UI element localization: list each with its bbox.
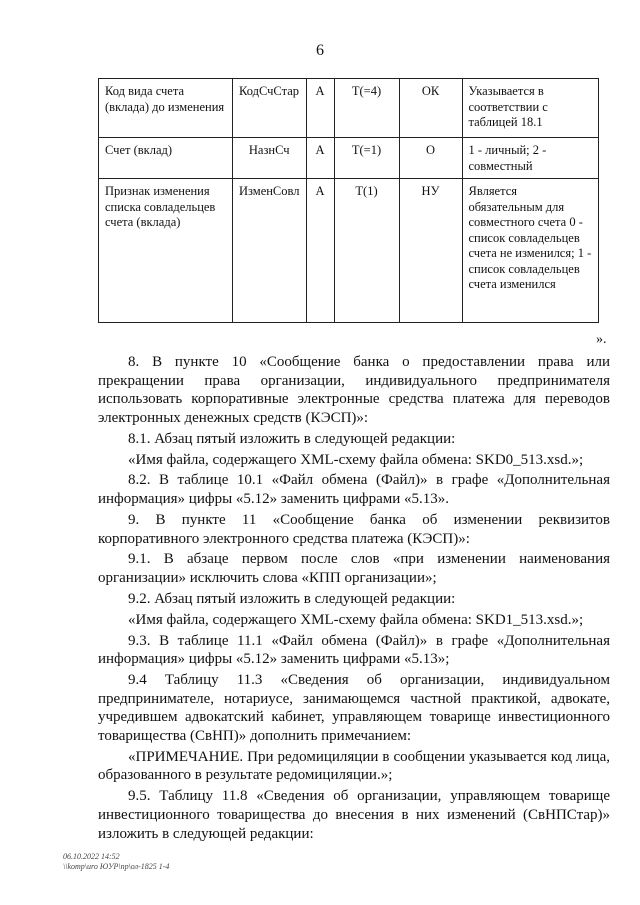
body-text — [98, 353, 610, 845]
paragraph: 9.1. В абзаце первом после слов «при изменении наименования организации» исключить слова «КПП организации»; — [98, 551, 610, 587]
paragraph: 9. В пункте 11 «Сообщение банка об изменении реквизитов корпоративного электронного средства платежа (КЭСП)»: — [98, 511, 610, 547]
table-cell: НазнСч — [233, 138, 307, 179]
closing-quote: ». — [596, 332, 607, 347]
table-cell: А — [306, 79, 334, 138]
footer-stamp — [63, 852, 169, 872]
table-cell: ОК — [399, 79, 462, 138]
paragraph: 9.5. Таблицу 11.8 «Сведения об организации, управляющем товарище инвестиционного товарищества до внесения в них изменений (СвНПСтар)» изложить в следующей редакции: — [98, 788, 610, 842]
table-cell: Т(=4) — [334, 79, 399, 138]
paragraph: 8. В пункте 10 «Сообщение банка о предоставлении права или прекращении права организации, индивидуального предпринимателя использовать корпоративные электронные средства платежа для переводов электронных денежных средств (КЭСП)»: — [98, 354, 610, 426]
page-number: 6 — [316, 42, 324, 59]
element-table — [98, 78, 599, 323]
paragraph: «Имя файла, содержащего XML-схему файла обмена: SKD0_513.xsd.»; — [128, 451, 584, 468]
table-cell: Т(=1) — [334, 138, 399, 179]
paragraph: 9.2. Абзац пятый изложить в следующей редакции: — [128, 590, 456, 607]
paragraph: «Имя файла, содержащего XML-схему файла обмена: SKD1_513.xsd.»; — [128, 611, 584, 628]
paragraph: 8.2. В таблице 10.1 «Файл обмена (Файл)» в графе «Дополнительная информация» цифры «5.12» заменить цифрами «5.13». — [98, 472, 610, 508]
paragraph: 8.1. Абзац пятый изложить в следующей редакции: — [128, 430, 456, 447]
footer-date: 06.10.2022 14:52 — [63, 852, 120, 861]
table-cell: А — [306, 138, 334, 179]
paragraph: 9.3. В таблице 11.1 «Файл обмена (Файл)» в графе «Дополнительная информация» цифры «5.12» заменить цифрами «5.13»; — [98, 632, 610, 668]
table-cell: О — [399, 138, 462, 179]
table-cell: Код вида счета (вклада) до изменения — [99, 79, 233, 138]
table-cell: А — [306, 179, 334, 323]
table-row — [99, 179, 599, 323]
paragraph: «ПРИМЕЧАНИЕ. При редомициляции в сообщении указывается код лица, образованного в результате редомициляции.»; — [98, 748, 610, 784]
table-cell: Т(1) — [334, 179, 399, 323]
table-row — [99, 138, 599, 179]
table-row — [99, 79, 599, 138]
table-cell: 1 - личный; 2 - совместный — [462, 138, 598, 179]
table-cell: КодСчСтар — [233, 79, 307, 138]
table-cell: Указывается в соответствии с таблицей 18.1 — [462, 79, 598, 138]
table-cell: Счет (вклад) — [99, 138, 233, 179]
footer-path: \\komp\uro ЮУР\пр\ол-1825 1-4 — [63, 862, 170, 871]
table-cell: Является обязательным для совместного счета 0 - список совладельцев счета не изменился; 1 - список совладельцев счета изменился — [462, 179, 598, 323]
paragraph: 9.4 Таблицу 11.3 «Сведения об организации, индивидуальном предпринимателе, нотариусе, занимающемся частной практикой, адвокате, учредившем адвокатский кабинет, управляющем товарище инвестиционного товарищества (СвНП)» дополнить примечанием: — [98, 672, 610, 744]
table-cell: НУ — [399, 179, 462, 323]
table-cell: Признак изменения списка совладельцев счета (вклада) — [99, 179, 233, 323]
table-cell: ИзменСовл — [233, 179, 307, 323]
